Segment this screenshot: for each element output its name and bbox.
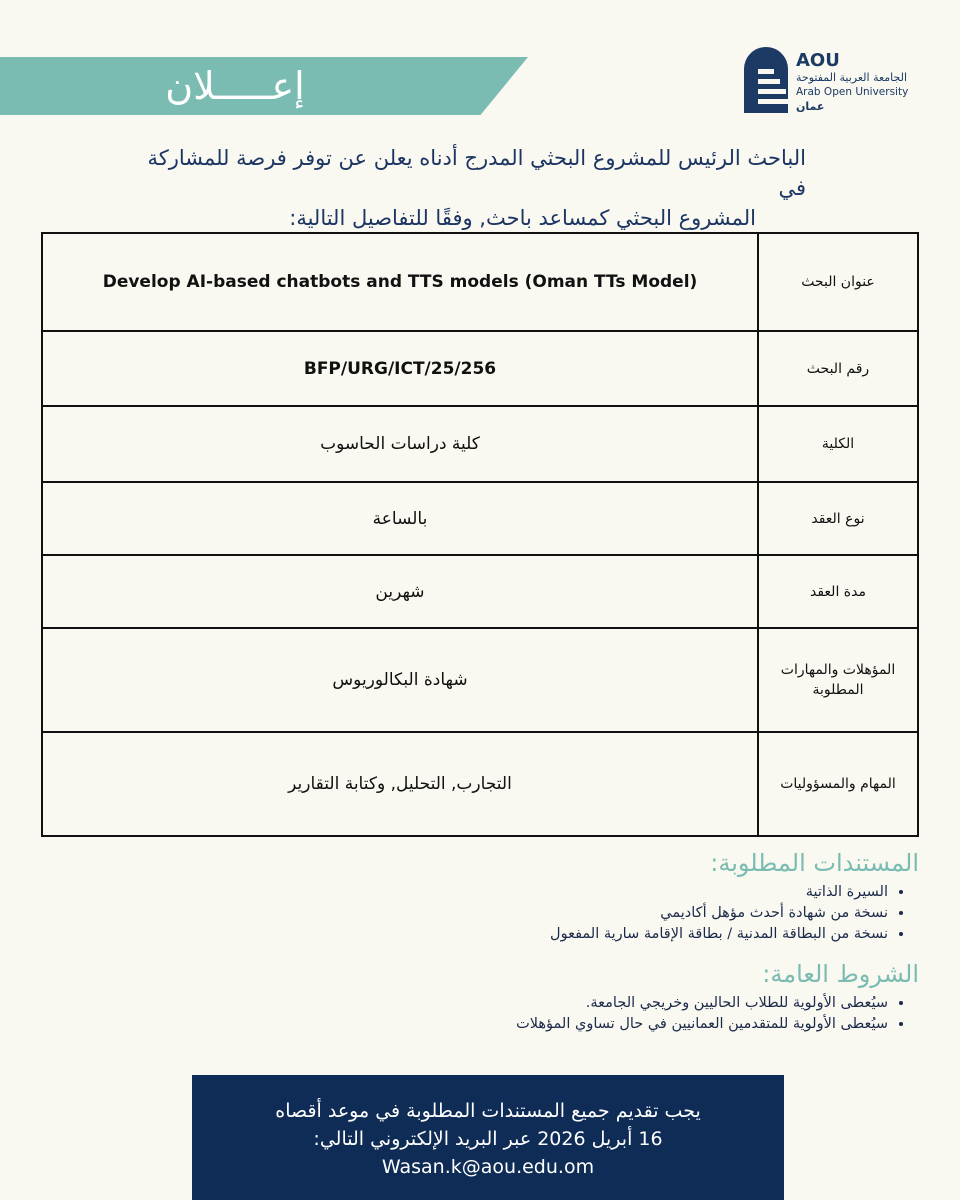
list-item: • سيُعطى الأولوية للمتقدمين العمانيين في حال تساوي المؤهلات <box>508 1014 888 1035</box>
qualifications-value: شهادة البكالوريوس <box>42 628 758 732</box>
research-number-value: BFP/URG/ICT/25/256 <box>42 331 758 406</box>
research-title-value: Develop AI-based chatbots and TTS models (Oman TTs Model) <box>42 233 758 331</box>
documents-title: المستندات المطلوبة: <box>710 849 919 877</box>
conditions-list <box>508 993 912 1035</box>
logo-arabic-name: الجامعة العربية المفتوحة <box>796 71 908 84</box>
contact-email-link[interactable]: Wasan.k@aou.edu.om <box>381 1156 595 1178</box>
research-details-table <box>41 232 919 837</box>
college-value: كلية دراسات الحاسوب <box>42 406 758 482</box>
contract-type-value: بالساعة <box>42 482 758 555</box>
row-label: مدة العقد <box>758 555 918 628</box>
logo-abbreviation: AOU <box>796 50 840 71</box>
table-row <box>42 628 918 732</box>
list-item: • نسخة من شهادة أحدث مؤهل أكاديمي <box>328 903 888 924</box>
row-label: رقم البحث <box>758 331 918 406</box>
list-item: • السيرة الذاتية <box>328 882 888 903</box>
logo-city: عمان <box>796 100 825 113</box>
table-row <box>42 555 918 628</box>
contract-duration-value: شهرين <box>42 555 758 628</box>
row-label: المؤهلات والمهارات المطلوبة <box>758 628 918 732</box>
table-row <box>42 331 918 406</box>
table-row <box>42 406 918 482</box>
intro-line-2: المشروع البحثي كمساعد باحث, وفقًا للتفاصيل التالية: <box>289 206 756 230</box>
announcement-title: إعـــــلان <box>165 64 305 108</box>
row-label: نوع العقد <box>758 482 918 555</box>
intro-text <box>126 143 806 233</box>
row-label: المهام والمسؤوليات <box>758 732 918 836</box>
table-row <box>42 732 918 836</box>
intro-line-1: الباحث الرئيس للمشروع البحثي المدرج أدناه يعلن عن توفر فرصة للمشاركة في <box>147 146 806 200</box>
footer-line-2: 16 أبريل 2026 عبر البريد الإلكتروني التالي: <box>313 1128 663 1150</box>
conditions-title: الشروط العامة: <box>762 960 919 988</box>
logo-english-name: Arab Open University <box>796 86 909 98</box>
footer-line-1: يجب تقديم جميع المستندات المطلوبة في موعد أقصاه <box>275 1100 701 1122</box>
list-item: • نسخة من البطاقة المدنية / بطاقة الإقامة سارية المفعول <box>328 924 888 945</box>
row-label: عنوان البحث <box>758 233 918 331</box>
table-row <box>42 233 918 331</box>
table-row <box>42 482 918 555</box>
logo-arch-icon <box>744 47 788 113</box>
submission-footer <box>192 1075 784 1200</box>
row-label: الكلية <box>758 406 918 482</box>
list-item: • سيُعطى الأولوية للطلاب الحاليين وخريجي الجامعة. <box>508 993 888 1014</box>
aou-logo <box>744 47 914 117</box>
responsibilities-value: التجارب, التحليل, وكتابة التقارير <box>42 732 758 836</box>
documents-list <box>328 882 912 945</box>
